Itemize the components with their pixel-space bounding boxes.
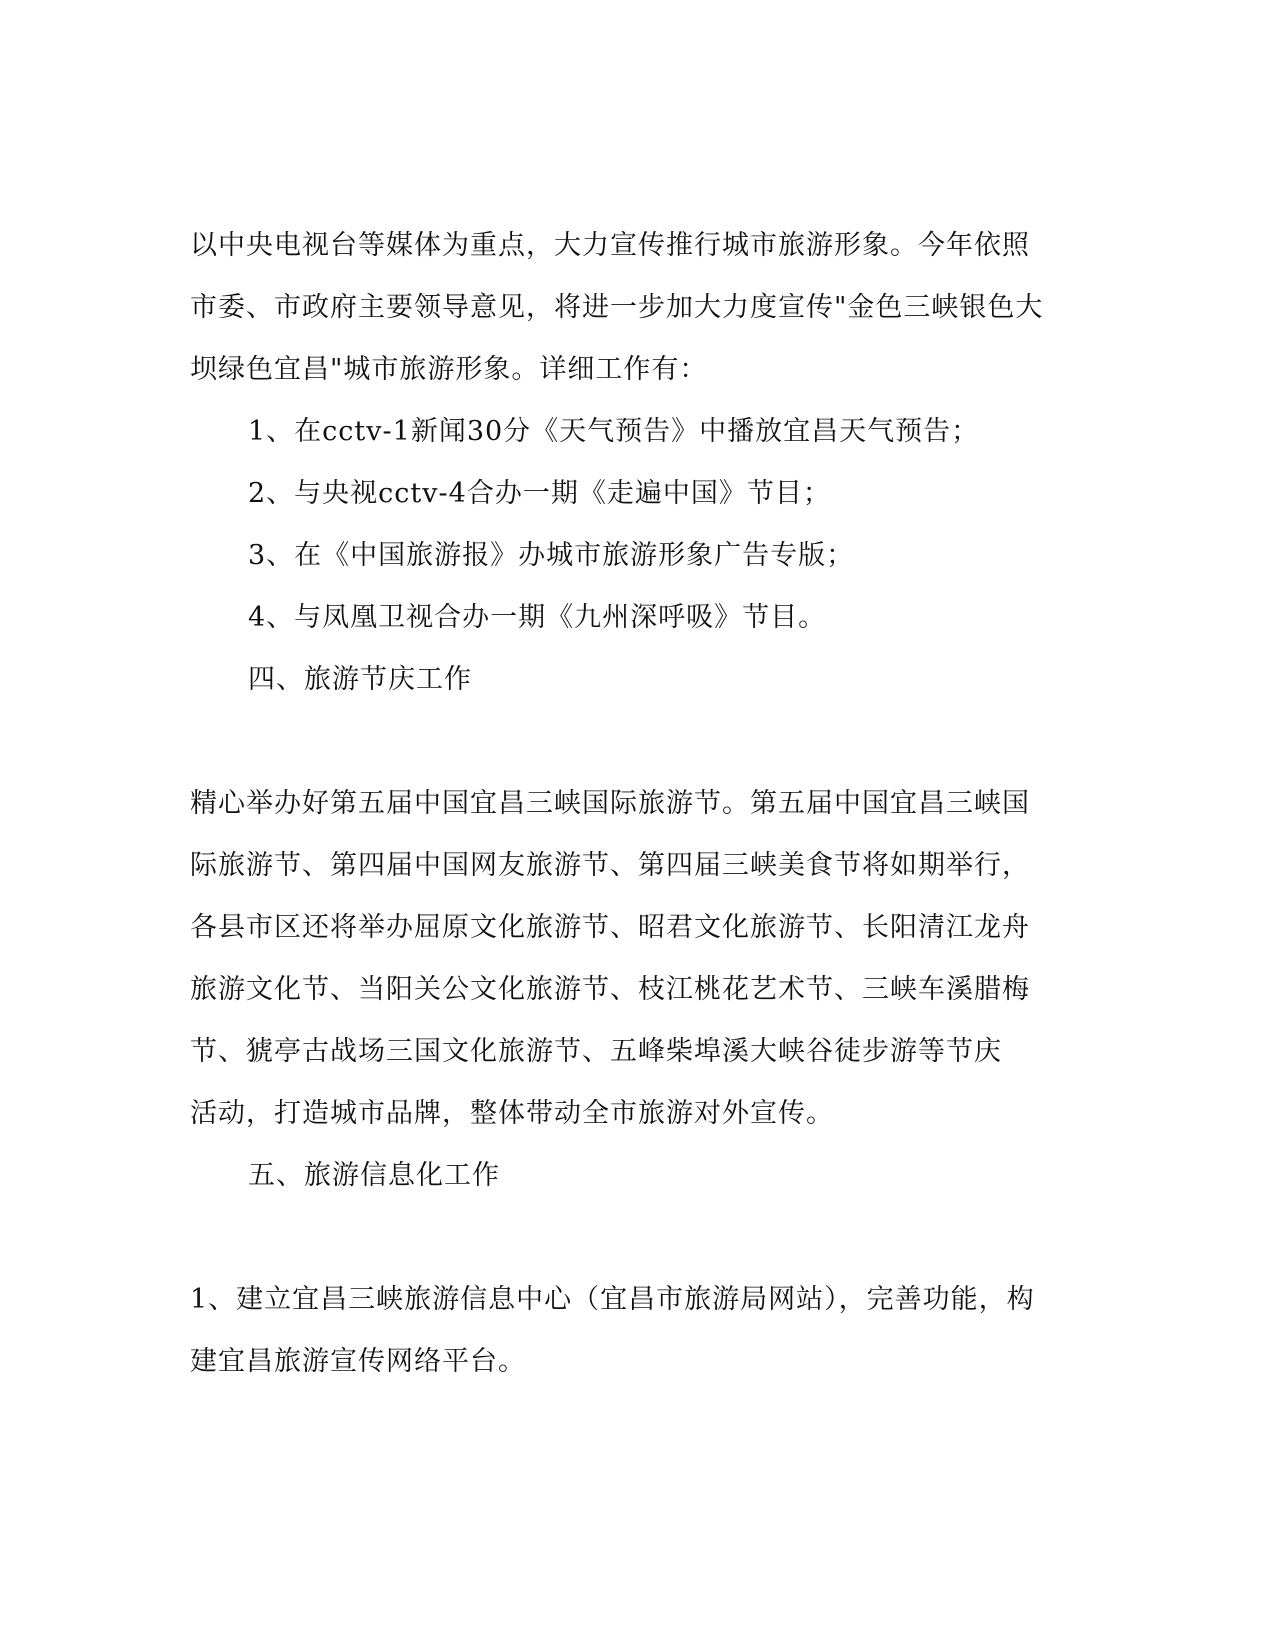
list-item: 4、与凤凰卫视合办一期《九州深呼吸》节目。	[248, 602, 827, 633]
list-item: 2、与央视cctv-4合办一期《走遍中国》节目；	[248, 478, 831, 509]
paragraph-line: 活动，打造城市品牌，整体带动全市旅游对外宣传。	[190, 1098, 834, 1129]
paragraph-line: 精心举办好第五届中国宜昌三峡国际旅游节。第五届中国宜昌三峡国	[190, 788, 1030, 819]
list-item: 3、在《中国旅游报》办城市旅游形象广告专版；	[248, 540, 855, 571]
paragraph-line: 节、猇亭古战场三国文化旅游节、五峰柴埠溪大峡谷徒步游等节庆	[190, 1036, 1002, 1067]
paragraph-line: 市委、市政府主要领导意见，将进一步加大力度宣传"金色三峡银色大	[190, 292, 1044, 323]
paragraph-line: 各县市区还将举办屈原文化旅游节、昭君文化旅游节、长阳清江龙舟	[190, 912, 1030, 943]
list-item: 1、在cctv-1新闻30分《天气预告》中播放宜昌天气预告；	[248, 416, 980, 447]
paragraph-line: 建宜昌旅游宣传网络平台。	[190, 1346, 526, 1377]
paragraph-line: 际旅游节、第四届中国网友旅游节、第四届三峡美食节将如期举行，	[190, 850, 1030, 881]
paragraph-line: 1、建立宜昌三峡旅游信息中心（宜昌市旅游局网站），完善功能，构	[190, 1284, 1035, 1315]
section-heading: 四、旅游节庆工作	[248, 664, 472, 695]
paragraph-line: 旅游文化节、当阳关公文化旅游节、枝江桃花艺术节、三峡车溪腊梅	[190, 974, 1030, 1005]
paragraph-line: 以中央电视台等媒体为重点，大力宣传推行城市旅游形象。今年依照	[190, 230, 1030, 261]
paragraph-line: 坝绿色宜昌"城市旅游形象。详细工作有：	[190, 354, 708, 385]
section-heading: 五、旅游信息化工作	[248, 1160, 500, 1191]
